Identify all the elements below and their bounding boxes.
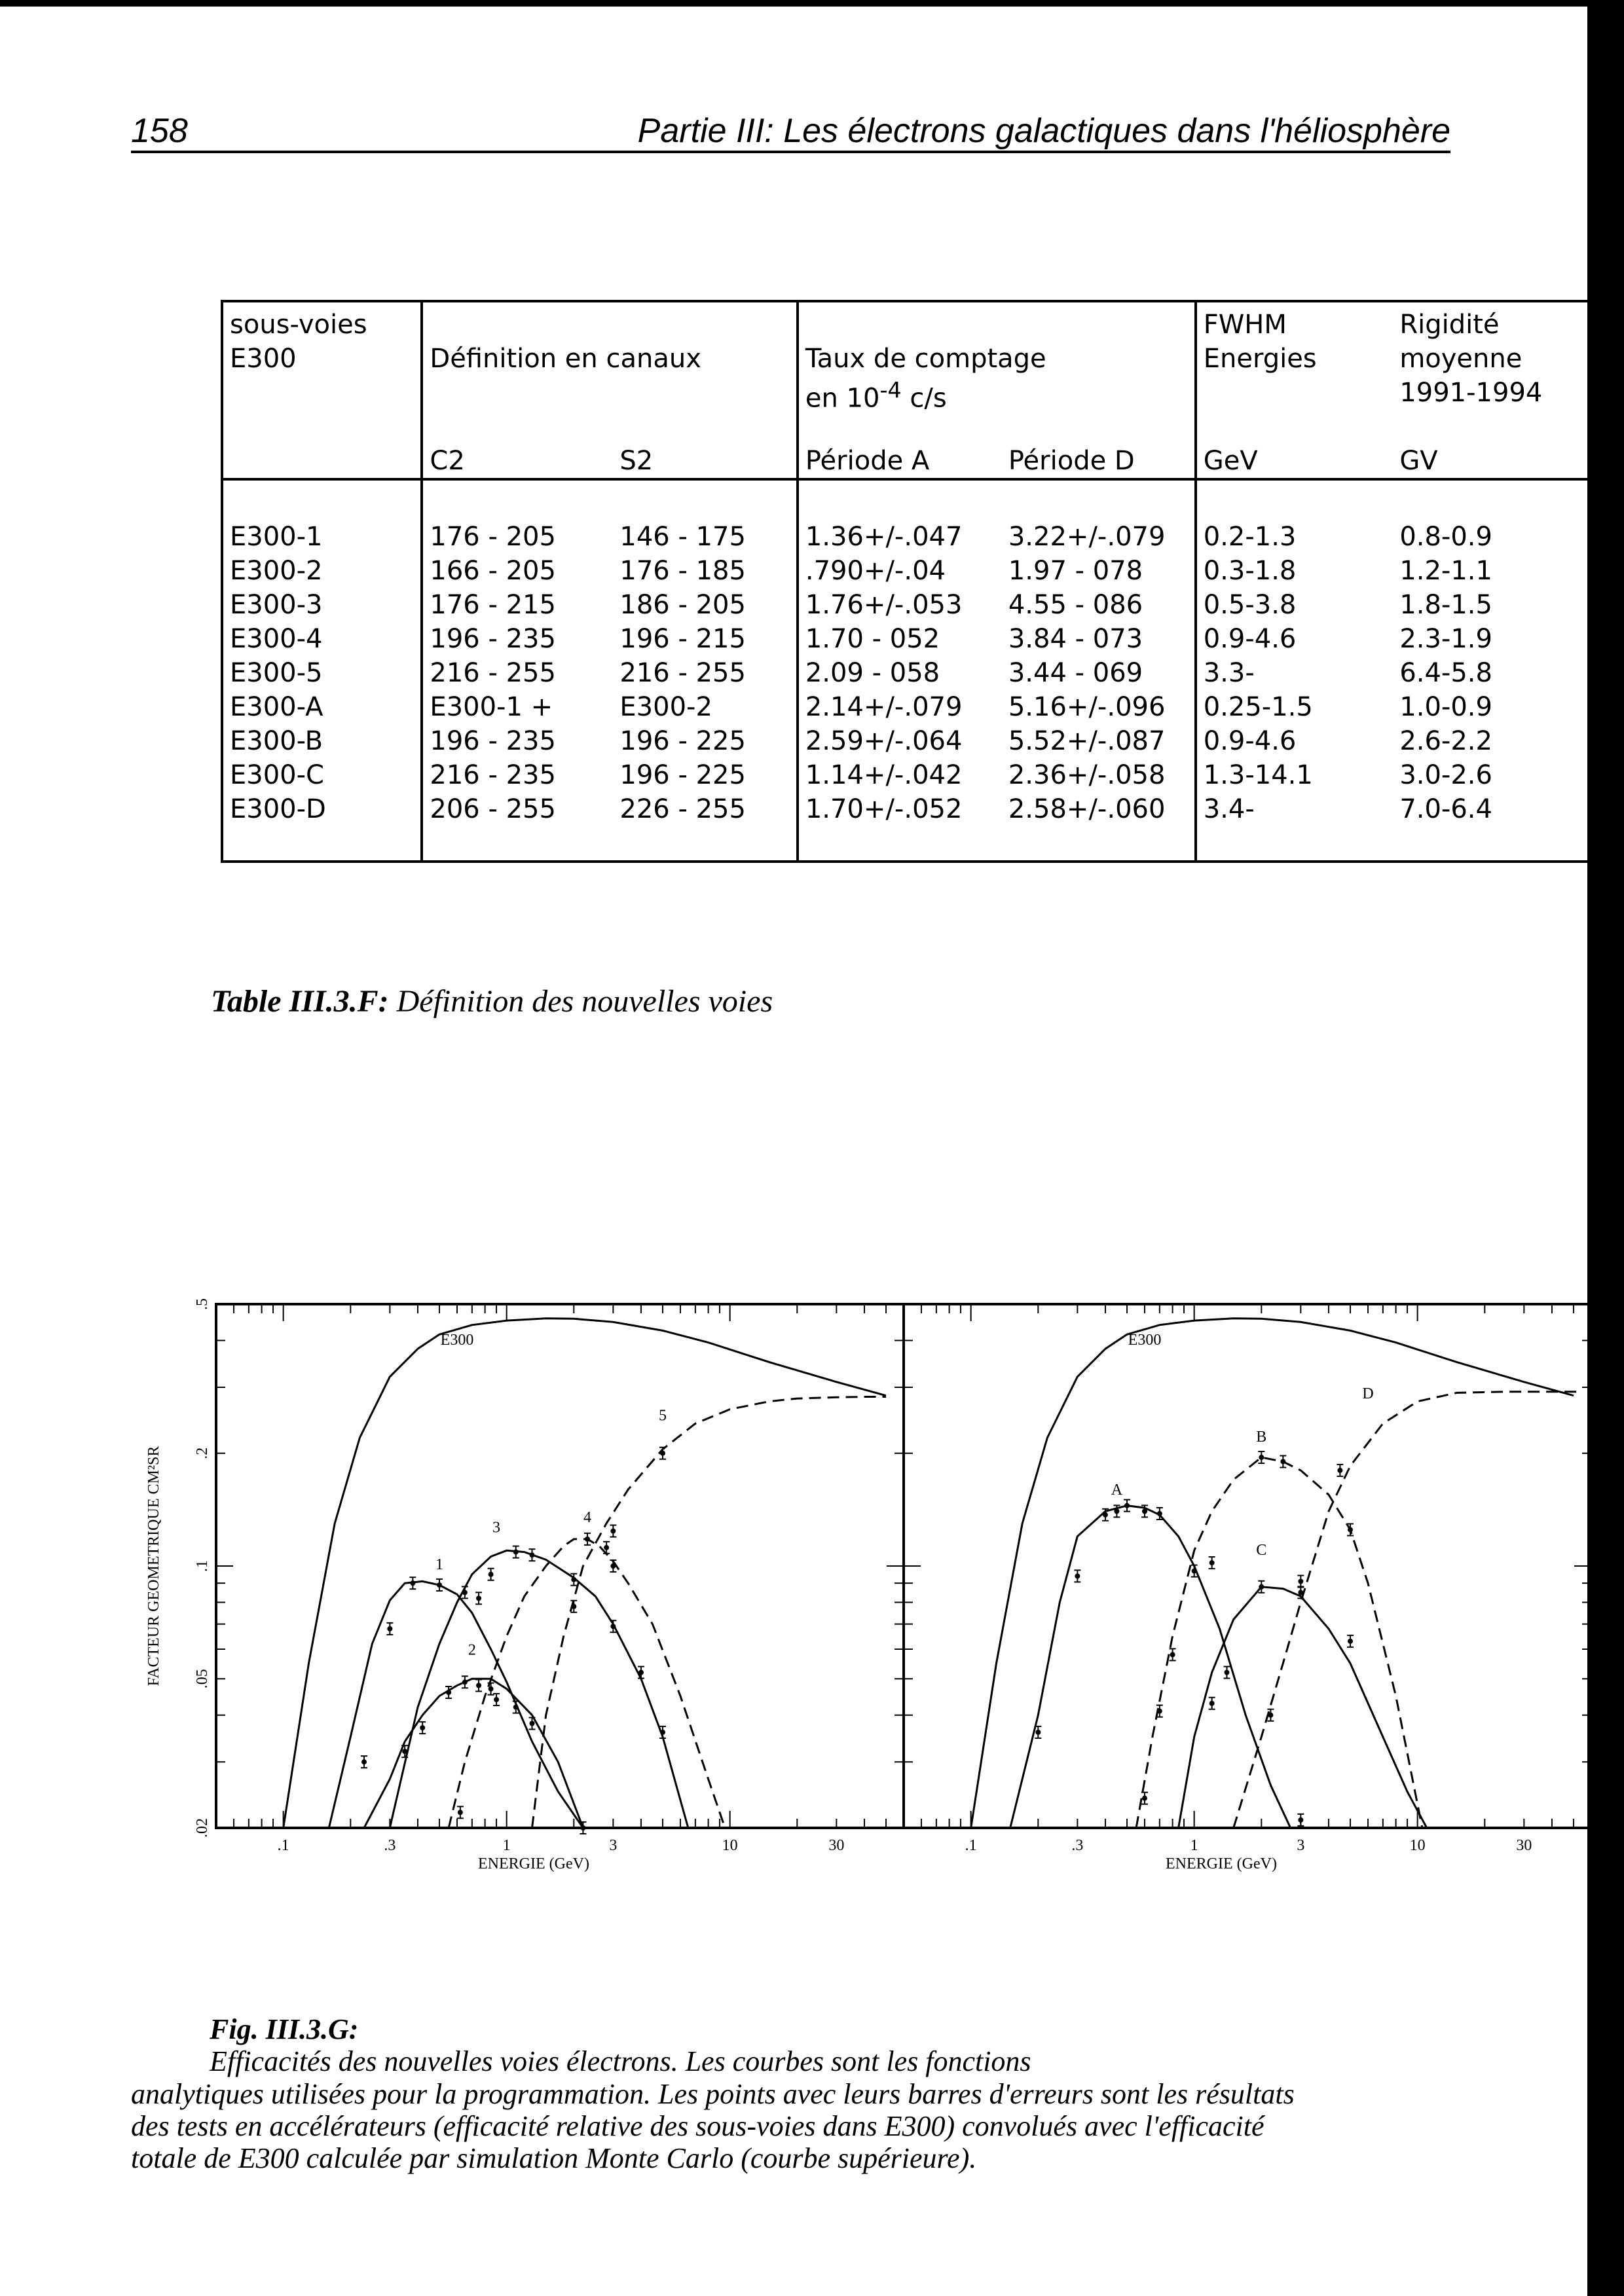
data-point-4: [584, 1533, 591, 1545]
table-cell: 196 - 215: [619, 624, 746, 654]
point-marker: [1298, 1817, 1303, 1823]
point-marker: [437, 1582, 442, 1588]
col-subchannel-header: sous-voies E300: [222, 301, 422, 479]
data-point-2: [475, 1679, 482, 1691]
table-cell: 196 - 235: [430, 624, 556, 654]
channels-table: [221, 300, 1591, 863]
table-cell: E300-1: [230, 522, 323, 552]
point-marker: [361, 1759, 367, 1764]
data-point-1: [462, 1586, 468, 1598]
series-line-E300: [971, 1319, 1574, 1828]
table-cell: 186 - 205: [619, 590, 746, 620]
point-marker: [1124, 1503, 1130, 1508]
point-marker: [571, 1604, 576, 1609]
series-line-1: [329, 1581, 583, 1828]
data-point-3: [488, 1569, 494, 1580]
series-label-E300: E300: [440, 1331, 474, 1349]
point-marker: [1192, 1569, 1197, 1574]
series-label-E300: E300: [1128, 1331, 1162, 1349]
y-tick-label: .5: [194, 1298, 211, 1310]
data-point-5: [457, 1806, 464, 1818]
x-axis-label: ENERGIE (GeV): [478, 1855, 589, 1872]
x-tick-label: .1: [277, 1837, 289, 1854]
table-cell: 4.55 - 086: [1008, 590, 1143, 620]
data-point-B: [1191, 1565, 1198, 1577]
x-tick-label: .3: [384, 1837, 396, 1854]
point-marker: [513, 1705, 519, 1710]
data-point-1: [409, 1577, 416, 1589]
point-marker: [1157, 1511, 1162, 1516]
table-cell: 206 - 255: [430, 794, 556, 824]
series-label-B: B: [1256, 1428, 1267, 1446]
data-point-2: [462, 1676, 468, 1688]
running-title: Partie III: Les électrons galactiques dans l'héliosphère: [637, 112, 1450, 150]
point-marker: [580, 1825, 585, 1831]
channel-definitions: [422, 479, 797, 862]
series-line-2: [364, 1679, 583, 1828]
series-label-2: 2: [468, 1641, 476, 1659]
table-cell: 1.70 - 052: [805, 624, 940, 654]
point-marker: [660, 1730, 665, 1735]
table-cell: 1.70+/-.052: [805, 794, 963, 824]
data-point-A: [1124, 1500, 1130, 1512]
page-header: [131, 111, 1450, 153]
table-cell: 3.84 - 073: [1008, 624, 1143, 654]
point-marker: [476, 1683, 481, 1688]
point-marker: [1298, 1578, 1303, 1584]
data-point-B: [1280, 1455, 1286, 1467]
point-marker: [1075, 1573, 1080, 1578]
table-cell: 3.4-: [1203, 794, 1255, 824]
x-tick-label: 30: [1516, 1837, 1532, 1854]
point-marker: [1209, 1560, 1215, 1565]
count-rates: [798, 479, 1196, 862]
data-point-2: [419, 1722, 426, 1734]
series-label-4: 4: [583, 1508, 591, 1526]
point-marker: [1348, 1639, 1353, 1644]
data-point-C: [1267, 1709, 1274, 1721]
chart-panel-2: [904, 1304, 1591, 1872]
data-point-B: [1337, 1465, 1343, 1476]
table-cell: 0.9-4.6: [1203, 726, 1297, 756]
table-cell: 0.5-3.8: [1203, 590, 1297, 620]
series-label-C: C: [1256, 1542, 1267, 1559]
point-marker: [1035, 1730, 1041, 1735]
point-marker: [1298, 1590, 1303, 1595]
table-cell: 2.58+/-.060: [1008, 794, 1166, 824]
y-tick-label: .1: [194, 1560, 211, 1572]
page-number: 158: [131, 112, 188, 150]
table-cell: 2.59+/-.064: [805, 726, 963, 756]
x-tick-label: 10: [1409, 1837, 1426, 1854]
data-point-5: [610, 1525, 616, 1537]
table-cell: 1.14+/-.042: [805, 760, 963, 790]
table-cell: E300-3: [230, 590, 323, 620]
table-cell: 1.97 - 078: [1008, 556, 1143, 586]
point-marker: [530, 1552, 535, 1558]
series-line-B: [1136, 1457, 1422, 1828]
table-cell: 3.3-: [1203, 658, 1255, 688]
point-marker: [387, 1626, 392, 1631]
data-point-C: [1347, 1635, 1354, 1647]
table-cell: 196 - 225: [619, 726, 746, 756]
point-marker: [1209, 1701, 1215, 1706]
table-cell: 1.3-14.1: [1203, 760, 1313, 790]
point-marker: [476, 1595, 481, 1601]
data-point-1: [361, 1756, 367, 1768]
x-tick-label: 30: [828, 1837, 845, 1854]
table-cell: E300-C: [230, 760, 324, 790]
table-cell: 1.0-0.9: [1399, 692, 1492, 722]
y-tick-label: .05: [194, 1669, 211, 1689]
point-marker: [660, 1451, 665, 1456]
figure-caption: Fig. III.3.G: Efficacités des nouvelles voies électrons. Les courbes sont les fonctions analytiques utilisées pour la programmation. Les points avec leurs barres d'erreurs sont les résultats des tests en accélérateurs (efficacité relative des sous-voies dans E300) convolués avec l'efficacité totale de E300 calculée par simulation Monte Carlo (courbe supérieure).: [131, 2013, 1295, 2175]
table-cell: 2.36+/-.058: [1008, 760, 1166, 790]
table-cell: 3.0-2.6: [1399, 760, 1492, 790]
point-marker: [1170, 1652, 1175, 1657]
table-cell: 226 - 255: [619, 794, 746, 824]
y-tick-label: .02: [194, 1818, 211, 1838]
series-label-1: 1: [435, 1556, 443, 1574]
col-countrate-header: Taux de comptage en $10^{-4}$ c/s Période A Période D: [798, 301, 1196, 479]
series-line-E300: [284, 1319, 886, 1828]
table-cell: 0.25-1.5: [1203, 692, 1313, 722]
series-line-C: [1179, 1587, 1427, 1828]
point-marker: [1268, 1713, 1273, 1718]
chart-panel-1: [145, 1298, 904, 1872]
table-cell: 5.52+/-.087: [1008, 726, 1166, 756]
table-cell: 0.3-1.8: [1203, 556, 1297, 586]
point-marker: [638, 1670, 644, 1675]
series-line-A: [1010, 1506, 1291, 1828]
point-marker: [462, 1679, 468, 1685]
data-point-D: [1297, 1575, 1304, 1587]
point-marker: [420, 1725, 425, 1730]
point-marker: [513, 1550, 519, 1555]
x-tick-label: 3: [609, 1837, 618, 1854]
y-tick-label: .2: [194, 1447, 211, 1459]
x-tick-label: .1: [965, 1837, 977, 1854]
col-channels-header: Définition en canaux C2 S2: [422, 301, 797, 479]
table-cell: 2.6-2.2: [1399, 726, 1492, 756]
y-axis-label: FACTEUR GEOMETRIQUE CM²SR: [145, 1446, 162, 1686]
table-cell: 216 - 255: [619, 658, 746, 688]
series-label-D: D: [1362, 1385, 1374, 1403]
x-tick-label: 10: [722, 1837, 738, 1854]
fwhm-energies: [1196, 479, 1393, 862]
point-marker: [1259, 1584, 1264, 1590]
table-cell: 2.3-1.9: [1399, 624, 1492, 654]
table-cell: 1.36+/-.047: [805, 522, 963, 552]
table-cell: 196 - 225: [619, 760, 746, 790]
point-marker: [494, 1697, 499, 1702]
point-marker: [458, 1810, 463, 1815]
table-cell: 1.2-1.1: [1399, 556, 1492, 586]
table-cell: 146 - 175: [619, 522, 746, 552]
point-marker: [462, 1590, 468, 1595]
data-point-A: [1074, 1570, 1080, 1582]
data-point-4: [610, 1560, 616, 1572]
data-point-3: [529, 1549, 536, 1561]
data-point-4: [638, 1667, 644, 1679]
table-cell: E300-B: [230, 726, 323, 756]
point-marker: [402, 1749, 407, 1754]
table-cell: E300-2: [619, 692, 712, 722]
data-point-B: [1141, 1793, 1148, 1804]
point-marker: [530, 1721, 535, 1726]
mean-rigidity: [1393, 479, 1591, 862]
data-point-1: [386, 1623, 393, 1635]
point-marker: [446, 1690, 451, 1695]
x-tick-label: 1: [502, 1837, 511, 1854]
data-point-3: [513, 1546, 519, 1558]
table-cell: 2.09 - 058: [805, 658, 940, 688]
table-cell: E300-2: [230, 556, 323, 586]
table-cell: 176 - 205: [430, 522, 556, 552]
data-point-C: [1223, 1667, 1230, 1679]
table-cell: 216 - 235: [430, 760, 556, 790]
point-marker: [489, 1686, 494, 1692]
table-cell: 3.22+/-.079: [1008, 522, 1166, 552]
point-marker: [1224, 1670, 1229, 1675]
table-cell: 216 - 255: [430, 658, 556, 688]
point-marker: [489, 1572, 494, 1577]
table-cell: 1.76+/-.053: [805, 590, 963, 620]
point-marker: [585, 1537, 590, 1542]
point-marker: [1103, 1512, 1108, 1518]
x-axis-label: ENERGIE (GeV): [1166, 1855, 1277, 1872]
table-cell: 176 - 215: [430, 590, 556, 620]
table-cell: 3.44 - 069: [1008, 658, 1143, 688]
point-marker: [1280, 1459, 1285, 1464]
point-marker: [1259, 1455, 1264, 1460]
table-cell: 1.8-1.5: [1399, 590, 1492, 620]
point-marker: [610, 1624, 616, 1629]
series-line-3: [390, 1550, 688, 1828]
point-marker: [410, 1580, 415, 1586]
series-label-5: 5: [658, 1407, 667, 1425]
table-cell: 196 - 235: [430, 726, 556, 756]
point-marker: [1114, 1508, 1119, 1514]
series-line-5: [532, 1397, 887, 1829]
plot-frame: [904, 1304, 1591, 1828]
data-point-B: [1258, 1451, 1264, 1463]
table-cell: 0.2-1.3: [1203, 522, 1297, 552]
point-marker: [1348, 1527, 1353, 1533]
point-marker: [610, 1529, 616, 1534]
x-tick-label: .3: [1071, 1837, 1084, 1854]
table-cell: E300-4: [230, 624, 323, 654]
subchannel-names: [222, 479, 422, 862]
data-point-B: [1170, 1649, 1176, 1660]
point-marker: [571, 1577, 576, 1582]
data-point-3: [475, 1592, 482, 1604]
point-marker: [1142, 1796, 1147, 1801]
data-point-1: [436, 1579, 443, 1591]
col-fwhm-header: FWHM Energies GeV: [1196, 301, 1393, 479]
point-marker: [610, 1563, 616, 1569]
point-marker: [604, 1545, 609, 1550]
table-cell: E300-1 +: [430, 692, 553, 722]
data-point-C: [1209, 1698, 1215, 1709]
efficiency-figure: [145, 1283, 1591, 1886]
plot-frame: [216, 1304, 904, 1828]
data-point-5: [659, 1448, 666, 1459]
x-tick-label: 1: [1190, 1837, 1198, 1854]
table-cell: 176 - 185: [619, 556, 746, 586]
series-label-3: 3: [492, 1519, 501, 1537]
table-caption: Table III.3.F: Définition des nouvelles voies: [211, 984, 773, 1019]
col-rigidity-header: Rigidité moyenne 1991-1994 GV: [1393, 301, 1591, 479]
table-cell: 2.14+/-.079: [805, 692, 963, 722]
table-cell: E300-D: [230, 794, 326, 824]
table-cell: 166 - 205: [430, 556, 556, 586]
table-cell: 6.4-5.8: [1399, 658, 1492, 688]
table-cell: 7.0-6.4: [1399, 794, 1492, 824]
table-cell: .790+/-.04: [805, 556, 946, 586]
series-label-A: A: [1111, 1482, 1123, 1499]
x-tick-label: 3: [1297, 1837, 1305, 1854]
data-point-B: [1209, 1557, 1215, 1569]
data-point-2: [493, 1694, 500, 1705]
point-marker: [1142, 1508, 1147, 1514]
data-point-C: [1297, 1814, 1304, 1826]
table-cell: 0.9-4.6: [1203, 624, 1297, 654]
point-marker: [1157, 1709, 1162, 1714]
table-cell: E300-5: [230, 658, 323, 688]
table-cell: 5.16+/-.096: [1008, 692, 1166, 722]
point-marker: [1337, 1468, 1342, 1473]
table-cell: 0.8-0.9: [1399, 522, 1492, 552]
table-cell: E300-A: [230, 692, 323, 722]
